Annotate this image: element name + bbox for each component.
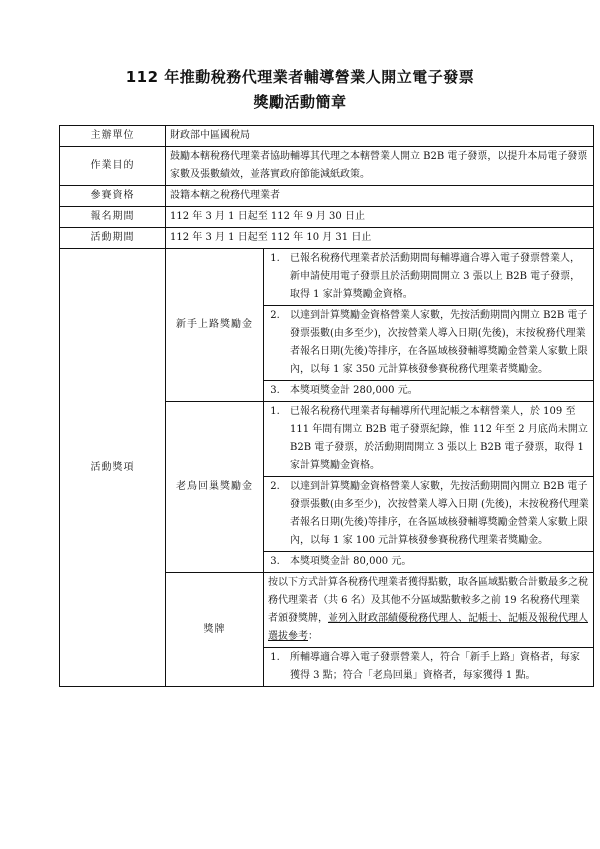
veteran-item-2-num: 2. xyxy=(264,477,287,552)
organizer-label: 主辦單位 xyxy=(60,126,166,147)
newbie-item-3-text: 本獎項獎金計 280,000 元。 xyxy=(286,381,594,402)
newbie-item-1-num: 1. xyxy=(264,249,287,306)
document-subtitle: 獎勵活動簡章 xyxy=(253,93,347,111)
table-row xyxy=(60,186,594,207)
newbie-award-label: 新手上路獎勵金 xyxy=(166,249,264,402)
activity-period-label: 活動期間 xyxy=(60,228,166,249)
activity-period-value: 112 年 3 月 1 日起至 112 年 10 月 31 日止 xyxy=(166,228,594,249)
newbie-item-1-text: 已報名稅務代理業者於活動期間每輔導適合導入電子發票營業人，新申請使用電子發票且於活動期間開立 3 張以上 B2B 電子發票，取得 1 家計算獎勵金資格。 xyxy=(286,249,594,306)
plaque-item-1-num: 1. xyxy=(264,648,287,687)
awards-label: 活動獎項 xyxy=(60,249,166,687)
registration-value: 112 年 3 月 1 日起至 112 年 9 月 30 日止 xyxy=(166,207,594,228)
table-row xyxy=(60,126,594,147)
veteran-item-1-text: 已報名稅務代理業者每輔導所代理記帳之本轄營業人，於 109 至 111 年間有開立 B2B 電子發票紀錄，惟 112 年至 2 月底尚未開立 B2B 電子發票，於活動期間開立 3 張以上 B2B 電子發票，取得 1 家計算獎勵金資格。 xyxy=(286,402,594,477)
veteran-item-2-text: 以達到計算獎勵金資格營業人家數，先按活動期間內開立 B2B 電子發票張數(由多至少)，次按營業人導入日期 (先後)，末按稅務代理業者報名日期(先後)等排序，在各區域核發輔導獎勵金營業人家數上限內，以每 1 家 100 元計算核發參賽稅務代理業者獎勵金。 xyxy=(286,477,594,552)
eligibility-value: 設籍本轄之稅務代理業者 xyxy=(166,186,594,207)
plaque-intro-text: 按以下方式計算各稅務代理業者獲得點數，取各區域點數合計數最多之稅務代理業者（共 6 名）及其他不分區域點數較多之前 19 名稅務代理業者頒發獎牌， xyxy=(268,577,588,624)
table-row xyxy=(60,228,594,249)
plaque-item-1-text: 所輔導適合導入電子發票營業人，符合「新手上路」資格者，每家獲得 3 點；符合「老鳥回巢」資格者，每家獲得 1 點。 xyxy=(286,648,594,687)
plaque-award-label: 獎牌 xyxy=(166,573,264,687)
veteran-item-3-text: 本獎項獎金計 80,000 元。 xyxy=(286,552,594,573)
veteran-award-label: 老鳥回巢獎勵金 xyxy=(166,402,264,573)
plaque-intro-underlined: 並列入財政部績優稅務代理人、記帳士、記帳及報稅代理人選拔參考 xyxy=(268,613,588,642)
veteran-item-3-num: 3. xyxy=(264,552,287,573)
plaque-intro-end: ： xyxy=(308,631,318,642)
table-row xyxy=(60,207,594,228)
table-row xyxy=(60,147,594,186)
newbie-item-2-num: 2. xyxy=(264,306,287,381)
purpose-value: 鼓勵本轄稅務代理業者協助輔導其代理之本轄營業人開立 B2B 電子發票，以提升本局電子發票家數及張數績效，並落實政府節能減紙政策。 xyxy=(166,147,594,186)
document-title: 112 年推動稅務代理業者輔導營業人開立電子發票 xyxy=(125,68,475,86)
plaque-intro xyxy=(264,573,594,648)
registration-label: 報名期間 xyxy=(60,207,166,228)
eligibility-label: 參賽資格 xyxy=(60,186,166,207)
table-row xyxy=(60,249,594,306)
purpose-label: 作業目的 xyxy=(60,147,166,186)
newbie-item-3-num: 3. xyxy=(264,381,287,402)
veteran-item-1-num: 1. xyxy=(264,402,287,477)
organizer-value: 財政部中區國稅局 xyxy=(166,126,594,147)
program-table xyxy=(59,125,594,687)
newbie-item-2-text: 以達到計算獎勵金資格營業人家數，先按活動期間內開立 B2B 電子發票張數(由多至少)，次按營業人導入日期(先後)，末按稅務代理業者報名日期(先後)等排序，在各區域核發輔導獎勵金營業人家數上限內，以每 1 家 350 元計算核發參賽稅務代理業者獎勵金。 xyxy=(286,306,594,381)
